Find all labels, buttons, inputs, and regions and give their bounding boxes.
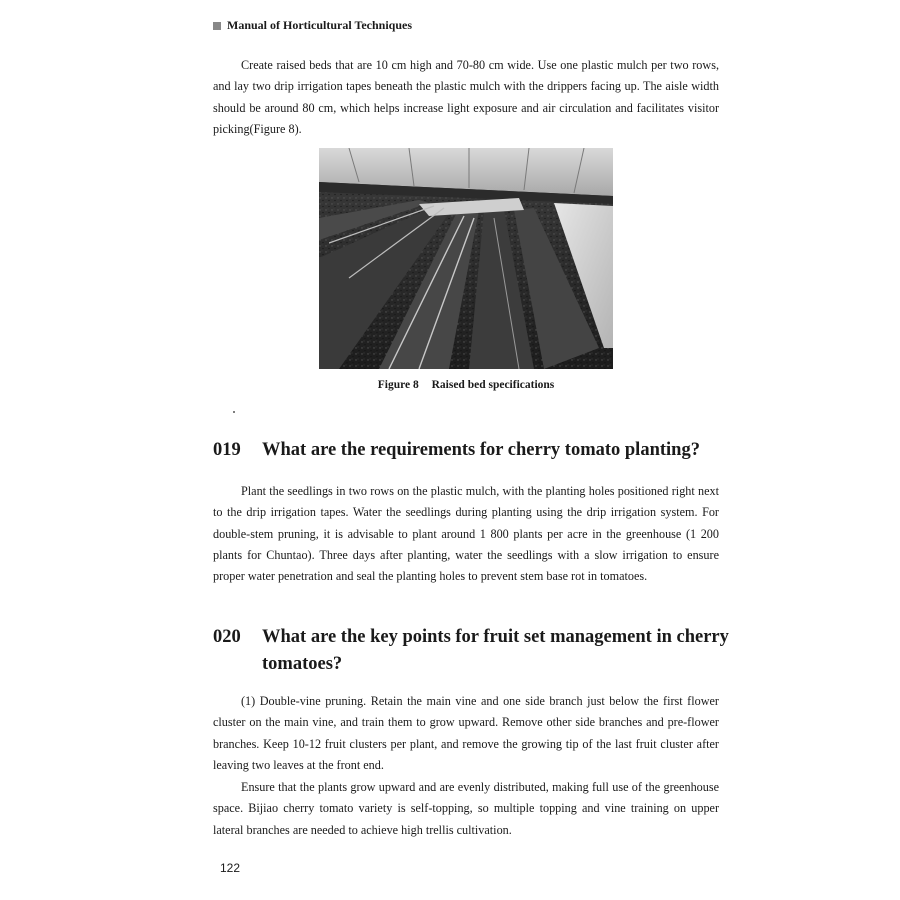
figure-photo (319, 148, 613, 369)
section-number: 019 (213, 440, 241, 460)
section-title: What are the key points for fruit set management in cherry tomatoes? (262, 627, 729, 674)
section-019-paragraph: Plant the seedlings in two rows on the plastic mulch, with the planting holes positioned right next to the drip irrigation tapes. Water the seedlings during planting using the drip irrigation system. For double-stem pruning, it is advisable to plant around 1 800 plants per acre in the greenhouse (1 200 plants for Chuntao). Three days after planting, water the seedlings with a slow irrigation to ensure proper water penetration and seal the planting holes to prevent stem base rot in tomatoes. (213, 484, 719, 584)
figure-caption (213, 379, 719, 391)
section-title: What are the requirements for cherry tomato planting? (262, 440, 700, 460)
section-020-paragraph-2: Ensure that the plants grow upward and are evenly distributed, making full use of the greenhouse space. Bijiao cherry tomato variety is self-topping, so multiple topping and vine training on upper lateral branches are needed to achieve high trellis cultivation. (213, 780, 719, 837)
section-heading-020 (213, 624, 733, 678)
running-head-square-icon (213, 22, 221, 30)
running-head-title: Manual of Horticultural Techniques (227, 18, 413, 32)
stray-mark (233, 411, 235, 413)
section-number: 020 (213, 627, 241, 647)
page-number: 122 (220, 861, 241, 875)
figure-label: Figure 8 (377, 379, 419, 391)
section-heading-019 (213, 437, 733, 464)
intro-paragraph: Create raised beds that are 10 cm high and 70-80 cm wide. Use one plastic mulch per two rows, and lay two drip irrigation tapes beneath the plastic mulch with the drippers facing up. The aisle width should be around 80 cm, which helps increase light exposure and air circulation and facilitates visitor picking(Figure 8). (213, 58, 719, 136)
running-head (213, 18, 412, 33)
figure-caption-text: Raised bed specifications (431, 379, 555, 391)
section-020-paragraph-1: (1) Double-vine pruning. Retain the main vine and one side branch just below the first flower cluster on the main vine, and train them to grow upward. Remove other side branches and pre-flower branches. Keep 10-12 fruit clusters per plant, and remove the growing tip of the last fruit cluster after leaving two leaves at the front end. (213, 694, 719, 772)
greenhouse-raised-beds-photo (319, 148, 613, 369)
